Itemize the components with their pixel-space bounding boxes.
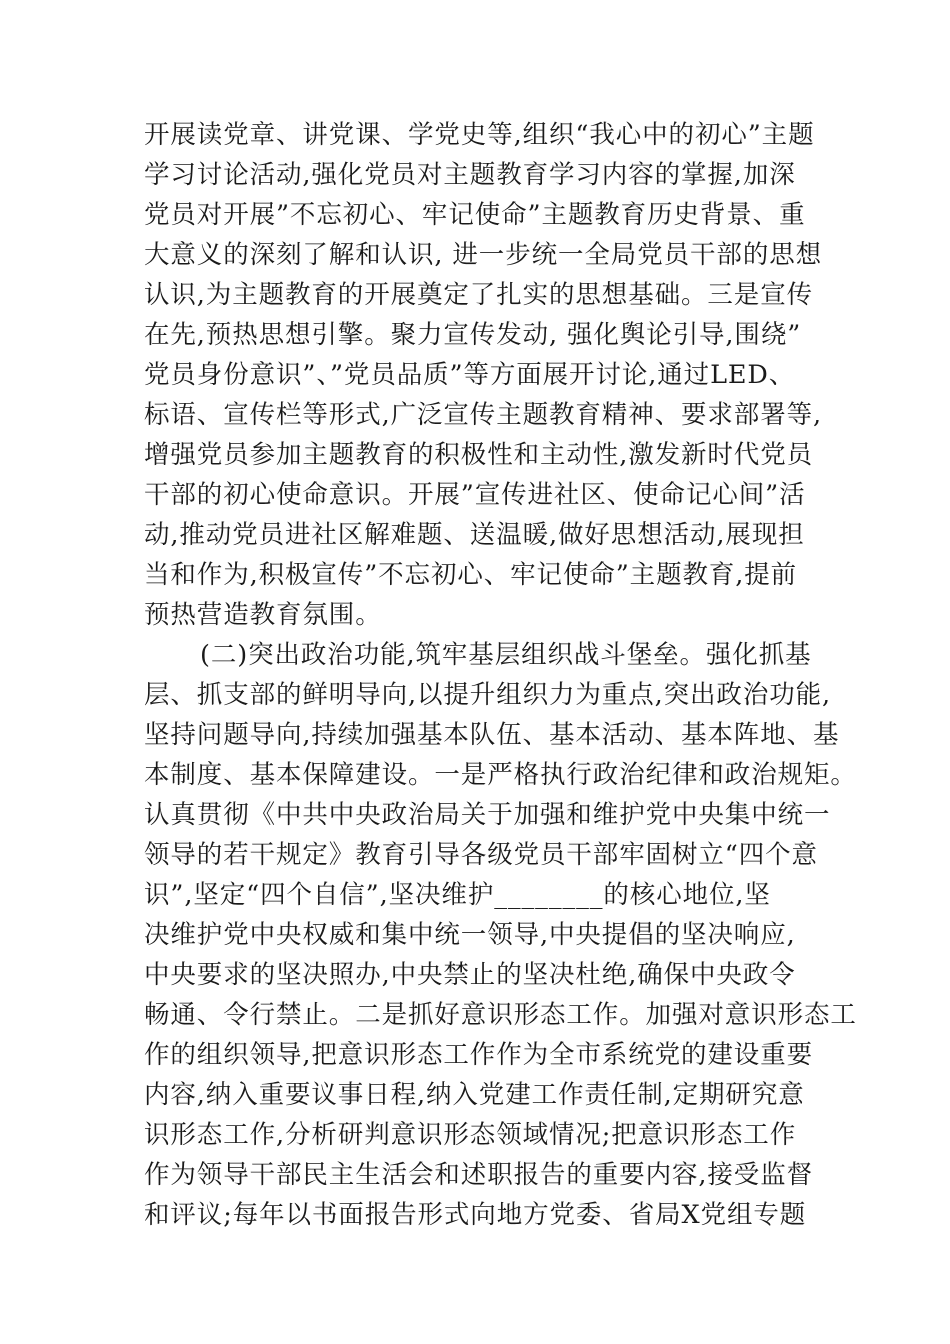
text-line: 标语、宣传栏等形式,广泛宣传主题教育精神、要求部署等, — [144, 400, 823, 430]
text-line: 识”,坚定“四个自信”,坚决维护________的核心地位,坚 — [144, 880, 771, 910]
text-line: 层、抓支部的鲜明导向,以提升组织力为重点,突出政治功能, — [144, 680, 832, 710]
text-line: 和评议;每年以书面报告形式向地方党委、省局X党组专题 — [144, 1200, 807, 1230]
text-line: 预热营造教育氛围。 — [144, 600, 382, 630]
text-line: 开展读党章、讲党课、学党史等,组织“我心中的初心”主题 — [144, 120, 815, 150]
text-line: 党员身份意识”、”党员品质”等方面展开讨论,通过LED、 — [144, 360, 796, 390]
text-line: 畅通、令行禁止。二是抓好意识形态工作。加强对意识形态工 — [144, 1000, 857, 1030]
text-line: 决维护党中央权威和集中统一领导,中央提倡的坚决响应, — [144, 920, 796, 950]
text-line: 在先,预热思想引擎。聚力宣传发动, 强化舆论引导,围绕” — [144, 320, 802, 350]
text-line: 领导的若干规定》教育引导各级党员干部牢固树立“四个意 — [144, 840, 818, 870]
text-line: 识形态工作,分析研判意识形态领域情况;把意识形态工作 — [144, 1120, 797, 1150]
text-line: 内容,纳入重要议事日程,纳入党建工作责任制,定期研究意 — [144, 1080, 805, 1110]
text-line: 干部的初心使命意识。开展”宣传进社区、使命记心间”活 — [144, 480, 806, 510]
text-line: 大意义的深刻了解和认识, 进一步统一全局党员干部的思想 — [144, 240, 823, 270]
text-line: 中央要求的坚决照办,中央禁止的坚决杜绝,确保中央政令 — [144, 960, 796, 990]
paragraph-heading-line: (二)突出政治功能,筑牢基层组织战斗堡垒。强化抓基 — [200, 640, 812, 670]
text-line: 党员对开展”不忘初心、牢记使命”主题教育历史背景、重 — [144, 200, 806, 230]
text-line: 增强党员参加主题教育的积极性和主动性,激发新时代党员 — [144, 440, 814, 470]
text-line: 当和作为,积极宣传”不忘初心、牢记使命”主题教育,提前 — [144, 560, 798, 590]
text-line: 本制度、基本保障建设。一是严格执行政治纪律和政治规矩。 — [144, 760, 857, 790]
text-line: 作的组织领导,把意识形态工作作为全市系统党的建设重要 — [144, 1040, 814, 1070]
text-line: 作为领导干部民主生活会和述职报告的重要内容,接受监督 — [144, 1160, 814, 1190]
text-line: 动,推动党员进社区解难题、送温暖,做好思想活动,展现担 — [144, 520, 805, 550]
text-line: 认真贯彻《中共中央政治局关于加强和维护党中央集中统一 — [144, 800, 831, 830]
text-line: 学习讨论活动,强化党员对主题教育学习内容的掌握,加深 — [144, 160, 796, 190]
text-line: 坚持问题导向,持续加强基本队伍、基本活动、基本阵地、基 — [144, 720, 840, 750]
text-line: 认识,为主题教育的开展奠定了扎实的思想基础。三是宣传 — [144, 280, 814, 310]
